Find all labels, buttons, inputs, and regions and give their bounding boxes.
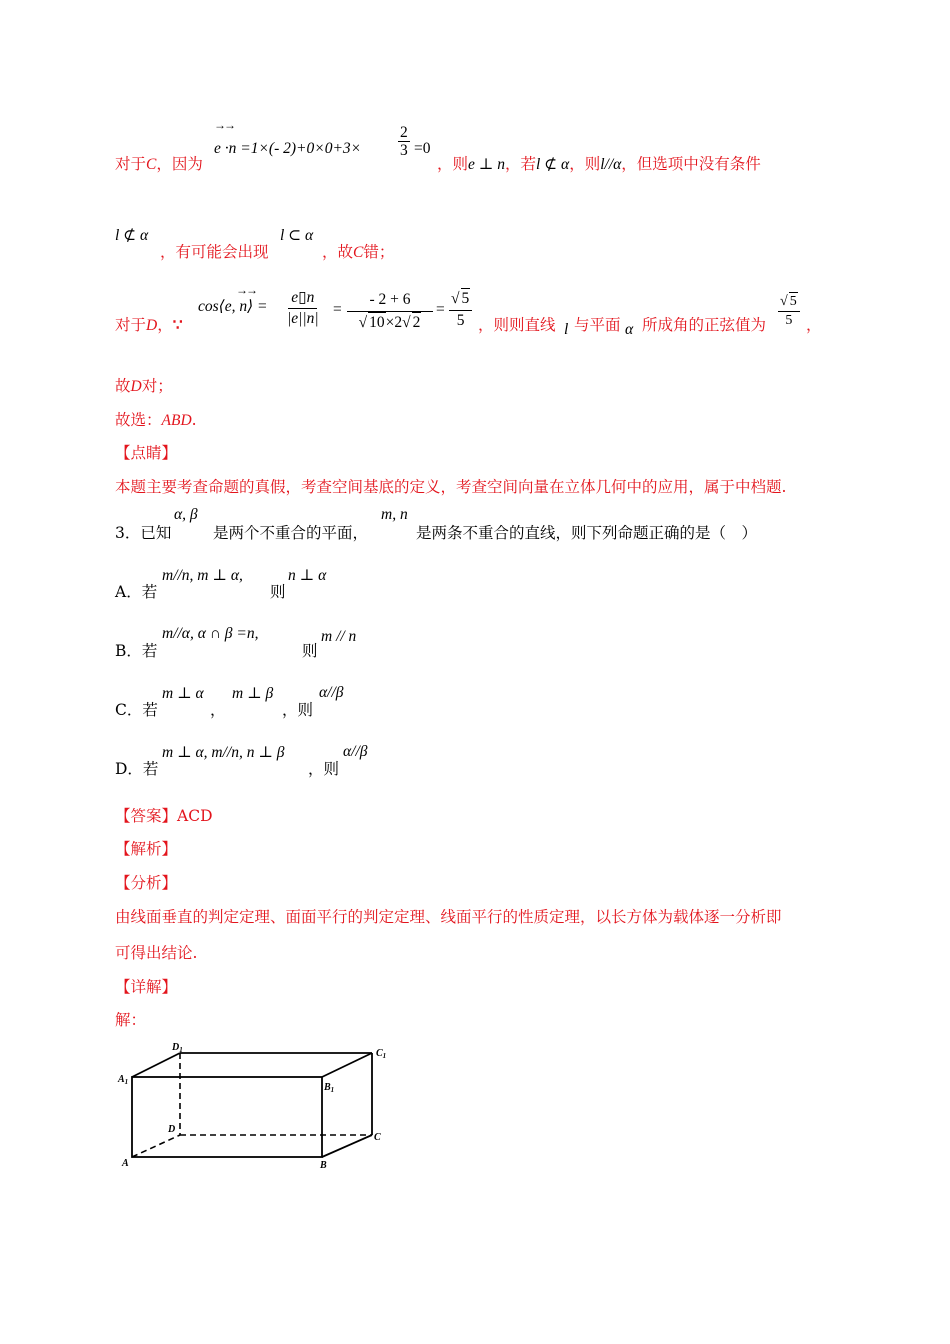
sqrt5-over-5: √ 5 5 (449, 288, 472, 332)
cos-angle: cos⟨e, n⟩ = (198, 298, 268, 315)
edge-AD (132, 1135, 180, 1157)
option-d-sine: 所成角的正弦值为 (642, 316, 767, 334)
jiexi-label: 【解析】 (115, 840, 178, 858)
option-d-conclusion: ，则则直线 (478, 316, 556, 334)
alpha-beta: α, β (174, 506, 198, 523)
option-a-then: 则 (270, 583, 286, 601)
option-c-line2-text: ，有可能会出现 (160, 243, 269, 261)
front-face (132, 1077, 322, 1157)
question-3-text2: 是两条不重合的直线，则下列命题正确的是（ ） (416, 524, 758, 542)
l-subset-alpha: l ⊂ α (280, 227, 314, 244)
option-d-cond: m ⊥ α, m//n, n ⊥ β (162, 744, 285, 761)
option-c-result: α//β (319, 684, 344, 701)
option-c-then: ，则 (282, 701, 314, 719)
equals-sign-2: = (436, 301, 445, 318)
equals-sign-1: = (333, 301, 342, 318)
vertex-label-D: D (168, 1124, 176, 1135)
vertex-label-C1: $C_1$ (376, 1048, 387, 1060)
option-c-conclusion: ，则e ⊥ n，若l ⊄ α，则l//α，但选项中没有条件 (437, 155, 761, 173)
question-3-start: 3．已知 (115, 524, 172, 542)
l-not-subset-alpha: l ⊄ α (115, 227, 149, 244)
plane-alpha: α (625, 321, 634, 338)
vector-arrows: →→ (214, 118, 234, 132)
option-a-label: A．若 (115, 583, 158, 601)
option-b-then: 则 (302, 642, 318, 660)
option-d-result: α//β (343, 743, 368, 760)
question-3-text1: 是两个不重合的平面， (213, 524, 369, 542)
option-b-result: m // n (321, 628, 357, 645)
option-c-sep: ， (210, 701, 226, 719)
option-c-wrong: ，故C错； (322, 243, 395, 261)
line-l: l (564, 321, 569, 338)
choice-line: 故选：ABD. (115, 411, 197, 429)
fenxi-text-line1: 由线面垂直的判定定理、面面平行的判定定理、线面平行的性质定理，以长方体为载体逐一分析即 (115, 908, 782, 926)
option-d-analysis: 对于D，∵ (115, 315, 183, 334)
dot-product-formula: e ·n =1×(- 2)+0×0+3× (214, 140, 362, 157)
cuboid-figure (110, 1040, 400, 1175)
cos-fraction: e▯n |e||n| (287, 289, 319, 328)
option-b-label: B．若 (115, 642, 158, 660)
fenxi-text-line2: 可得出结论. (115, 944, 198, 962)
answer-line: 【答案】ACD (115, 807, 213, 825)
option-d-then: ，则 (308, 760, 340, 778)
equals-zero: =0 (414, 140, 431, 157)
comma: ， (806, 316, 822, 334)
vertex-label-D1: $D_1$ (172, 1042, 183, 1054)
xiangjie-label: 【详解】 (115, 978, 178, 996)
edge-BC (322, 1135, 372, 1157)
option-d-correct: 故D对； (115, 377, 173, 395)
option-d-label: D．若 (115, 760, 159, 778)
option-c-label: C．若 (115, 701, 158, 719)
edge-A1D1 (132, 1053, 180, 1077)
vertex-label-B: B (320, 1160, 327, 1171)
m-n: m, n (381, 506, 408, 523)
vertex-label-A1: $A_1$ (118, 1074, 129, 1086)
fenxi-label: 【分析】 (115, 874, 178, 892)
cos-vector-arrows: →→ (236, 283, 256, 297)
option-c-cond2: m ⊥ β (232, 685, 274, 702)
option-b-cond: m//α, α ∩ β =n, (162, 625, 259, 642)
fraction-two-thirds: 2 3 (400, 124, 408, 160)
edge-B1C1 (322, 1053, 372, 1077)
vertex-label-A: A (122, 1158, 129, 1169)
dianjing-text: 本题主要考查命题的真假，考查空间基底的定义，考查空间向量在立体几何中的应用，属于中档题. (115, 478, 787, 496)
cos-fraction-value: - 2 + 6 √ 10×2√ 2 (347, 290, 433, 334)
option-a-result: n ⊥ α (288, 567, 327, 584)
vertex-label-C: C (374, 1132, 381, 1143)
option-d-plane: 与平面 (574, 316, 621, 334)
option-c-cond1: m ⊥ α (162, 685, 204, 702)
vertex-label-B1: $B_1$ (324, 1082, 335, 1094)
option-c-analysis-line1: 对于C，因为 (115, 155, 203, 173)
sine-value: √ 5 5 (778, 292, 800, 329)
jie-label: 解： (115, 1011, 147, 1029)
option-a-cond: m//n, m ⊥ α, (162, 567, 243, 584)
dianjing-label: 【点睛】 (115, 444, 178, 462)
